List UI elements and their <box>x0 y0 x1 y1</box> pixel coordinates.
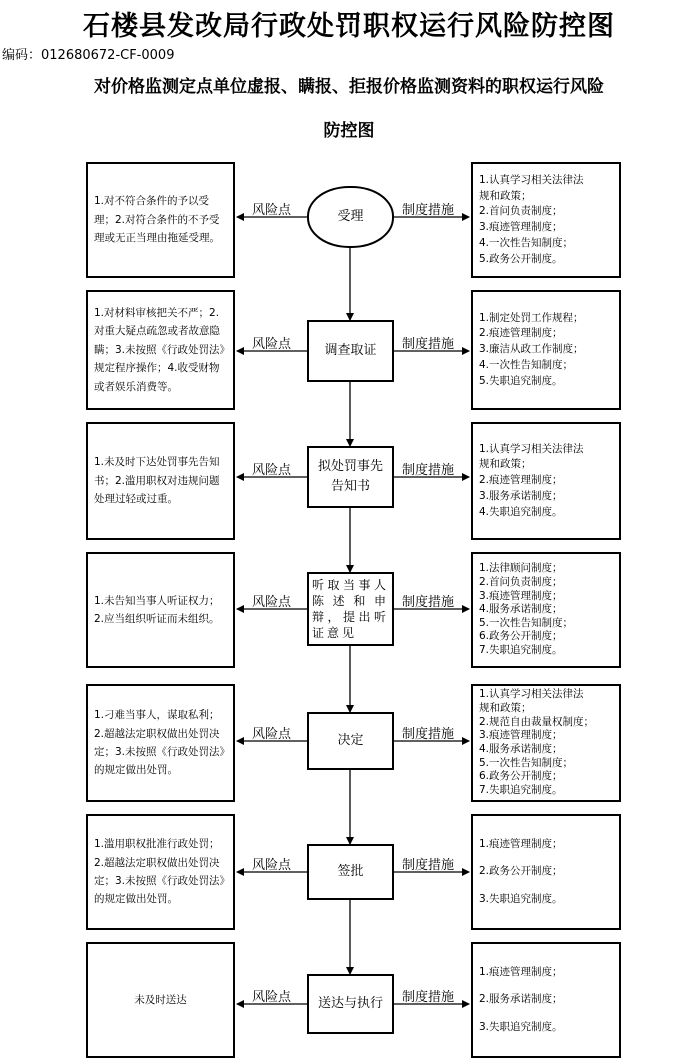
measure-item: 规和政策； <box>479 702 532 715</box>
measure-item: 4.一次性告知制度； <box>479 358 574 371</box>
measure-item: 4.服务承诺制度； <box>479 603 563 616</box>
measure-item: 3.失职追究制度。 <box>479 1020 563 1033</box>
risk-point-label: 风险点 <box>252 337 292 352</box>
process-step-label: 拟处罚事先告知书 <box>317 458 383 494</box>
measure-item: 2.痕迹管理制度； <box>479 327 563 340</box>
process-step <box>307 712 394 770</box>
risk-text: 1.滥用职权批准行政处罚；2.超越法定职权做出处罚决定；3.未按照《行政处罚法》的规定做出处罚。 <box>94 838 225 906</box>
risk-box <box>86 290 235 410</box>
measures-box <box>471 684 621 802</box>
diagram-subtitle-line1: 对价格监测定点单位虚报、瞒报、拒报价格监测资料的职权运行风险 <box>94 77 604 97</box>
risk-box <box>86 814 235 930</box>
measure-item: 5.一次性告知制度； <box>479 616 574 629</box>
process-step <box>307 974 394 1034</box>
risk-point-label: 风险点 <box>252 990 292 1005</box>
measure-item: 1.认真学习相关法律法 <box>479 688 584 701</box>
process-step <box>307 320 394 382</box>
measure-item: 4.一次性告知制度； <box>479 236 574 249</box>
risk-box <box>86 684 235 802</box>
measures-box <box>471 552 621 668</box>
risk-text: 1.对不符合条件的予以受理；2.对符合条件的不予受理或无正当理由拖延受理。 <box>94 195 220 245</box>
measure-item: 5.一次性告知制度； <box>479 756 574 769</box>
process-step-label: 送达与执行 <box>317 995 383 1011</box>
measure-item: 3.痕迹管理制度； <box>479 589 563 602</box>
process-step-label: 决定 <box>337 732 364 748</box>
measures-box <box>471 422 621 540</box>
measure-item: 5.失职追究制度。 <box>479 374 563 387</box>
measures-box <box>471 814 621 930</box>
risk-point-label: 风险点 <box>252 727 292 742</box>
measure-item: 2.规范自由裁量权制度； <box>479 715 595 728</box>
risk-point-label: 风险点 <box>252 203 292 218</box>
measure-label: 制度措施 <box>402 595 455 610</box>
process-step-label: 听取当事人陈述和申辩，提出听证意见 <box>312 577 389 641</box>
measure-label: 制度措施 <box>402 727 455 742</box>
risk-box <box>86 162 235 278</box>
process-step <box>307 572 394 646</box>
document-code: 编码：012680672-CF-0009 <box>2 48 175 63</box>
risk-point-label: 风险点 <box>252 595 292 610</box>
risk-text: 1.刁难当事人，谋取私利；2.超越法定职权做出处罚决定；3.未按照《行政处罚法》的规定做出处罚。 <box>94 709 225 777</box>
measure-item: 规和政策； <box>479 189 532 202</box>
risk-text: 1.未告知当事人听证权力；2.应当组织听证而未组织。 <box>94 594 220 625</box>
measure-item: 1.认真学习相关法律法 <box>479 442 584 455</box>
measure-item: 1.痕迹管理制度； <box>479 838 563 851</box>
measure-item: 2.痕迹管理制度； <box>479 474 563 487</box>
measures-box <box>471 162 621 278</box>
measure-item: 6.政务公开制度； <box>479 770 563 783</box>
measure-label: 制度措施 <box>402 858 455 873</box>
measure-item: 1.痕迹管理制度； <box>479 966 563 979</box>
measure-label: 制度措施 <box>402 990 455 1005</box>
risk-text: 1.对材料审核把关不严；2.对重大疑点疏忽或者故意隐瞒；3.未按照《行政处罚法》规定程序操作；4.收受财物或者娱乐消费等。 <box>94 307 225 393</box>
risk-box <box>86 422 235 540</box>
risk-box <box>86 552 235 668</box>
process-step <box>307 446 394 508</box>
process-step <box>307 186 394 248</box>
measure-item: 4.服务承诺制度； <box>479 743 563 755</box>
measure-item: 3.失职追究制度。 <box>479 892 563 905</box>
process-step-label: 签批 <box>337 863 364 879</box>
measure-item: 1.制定处罚工作规程； <box>479 311 584 324</box>
measure-item: 3.痕迹管理制度； <box>479 221 563 233</box>
page-title: 石楼县发改局行政处罚职权运行风险防控图 <box>83 11 615 42</box>
risk-text: 1.未及时下达处罚事先告知书；2.滥用职权对违规问题处理过轻或过重。 <box>94 456 220 506</box>
diagram-subtitle-line2: 防控图 <box>323 121 375 141</box>
measure-item: 3.服务承诺制度； <box>479 489 563 502</box>
measure-label: 制度措施 <box>402 337 455 352</box>
measure-item: 3.痕迹管理制度； <box>479 729 563 742</box>
measure-item: 3.廉洁从政工作制度； <box>479 343 584 356</box>
measures-box <box>471 290 621 410</box>
measure-item: 7.失职追究制度。 <box>479 783 563 796</box>
risk-point-label: 风险点 <box>252 463 292 478</box>
process-step <box>307 844 394 900</box>
measure-item: 2.服务承诺制度； <box>479 993 563 1006</box>
process-step-label: 调查取证 <box>324 342 377 358</box>
risk-text: 未及时送达 <box>134 993 187 1006</box>
measure-item: 规和政策； <box>479 458 532 471</box>
measure-label: 制度措施 <box>402 463 455 478</box>
risk-box <box>86 942 235 1058</box>
measure-item: 1.认真学习相关法律法 <box>479 173 584 186</box>
risk-point-label: 风险点 <box>252 858 292 873</box>
measure-item: 5.政务公开制度。 <box>479 252 563 265</box>
measure-item: 4.失职追究制度。 <box>479 505 563 518</box>
measure-item: 2.政务公开制度； <box>479 865 563 878</box>
measure-item: 7.失职追究制度。 <box>479 644 563 657</box>
measure-item: 2.首问负责制度； <box>479 205 563 218</box>
process-step-label: 受理 <box>337 208 364 224</box>
measure-item: 1.法律顾问制度； <box>479 562 563 575</box>
measure-item: 6.政务公开制度； <box>479 630 563 643</box>
measures-box <box>471 942 621 1058</box>
measure-item: 2.首问负责制度； <box>479 575 563 588</box>
measure-label: 制度措施 <box>402 203 455 218</box>
